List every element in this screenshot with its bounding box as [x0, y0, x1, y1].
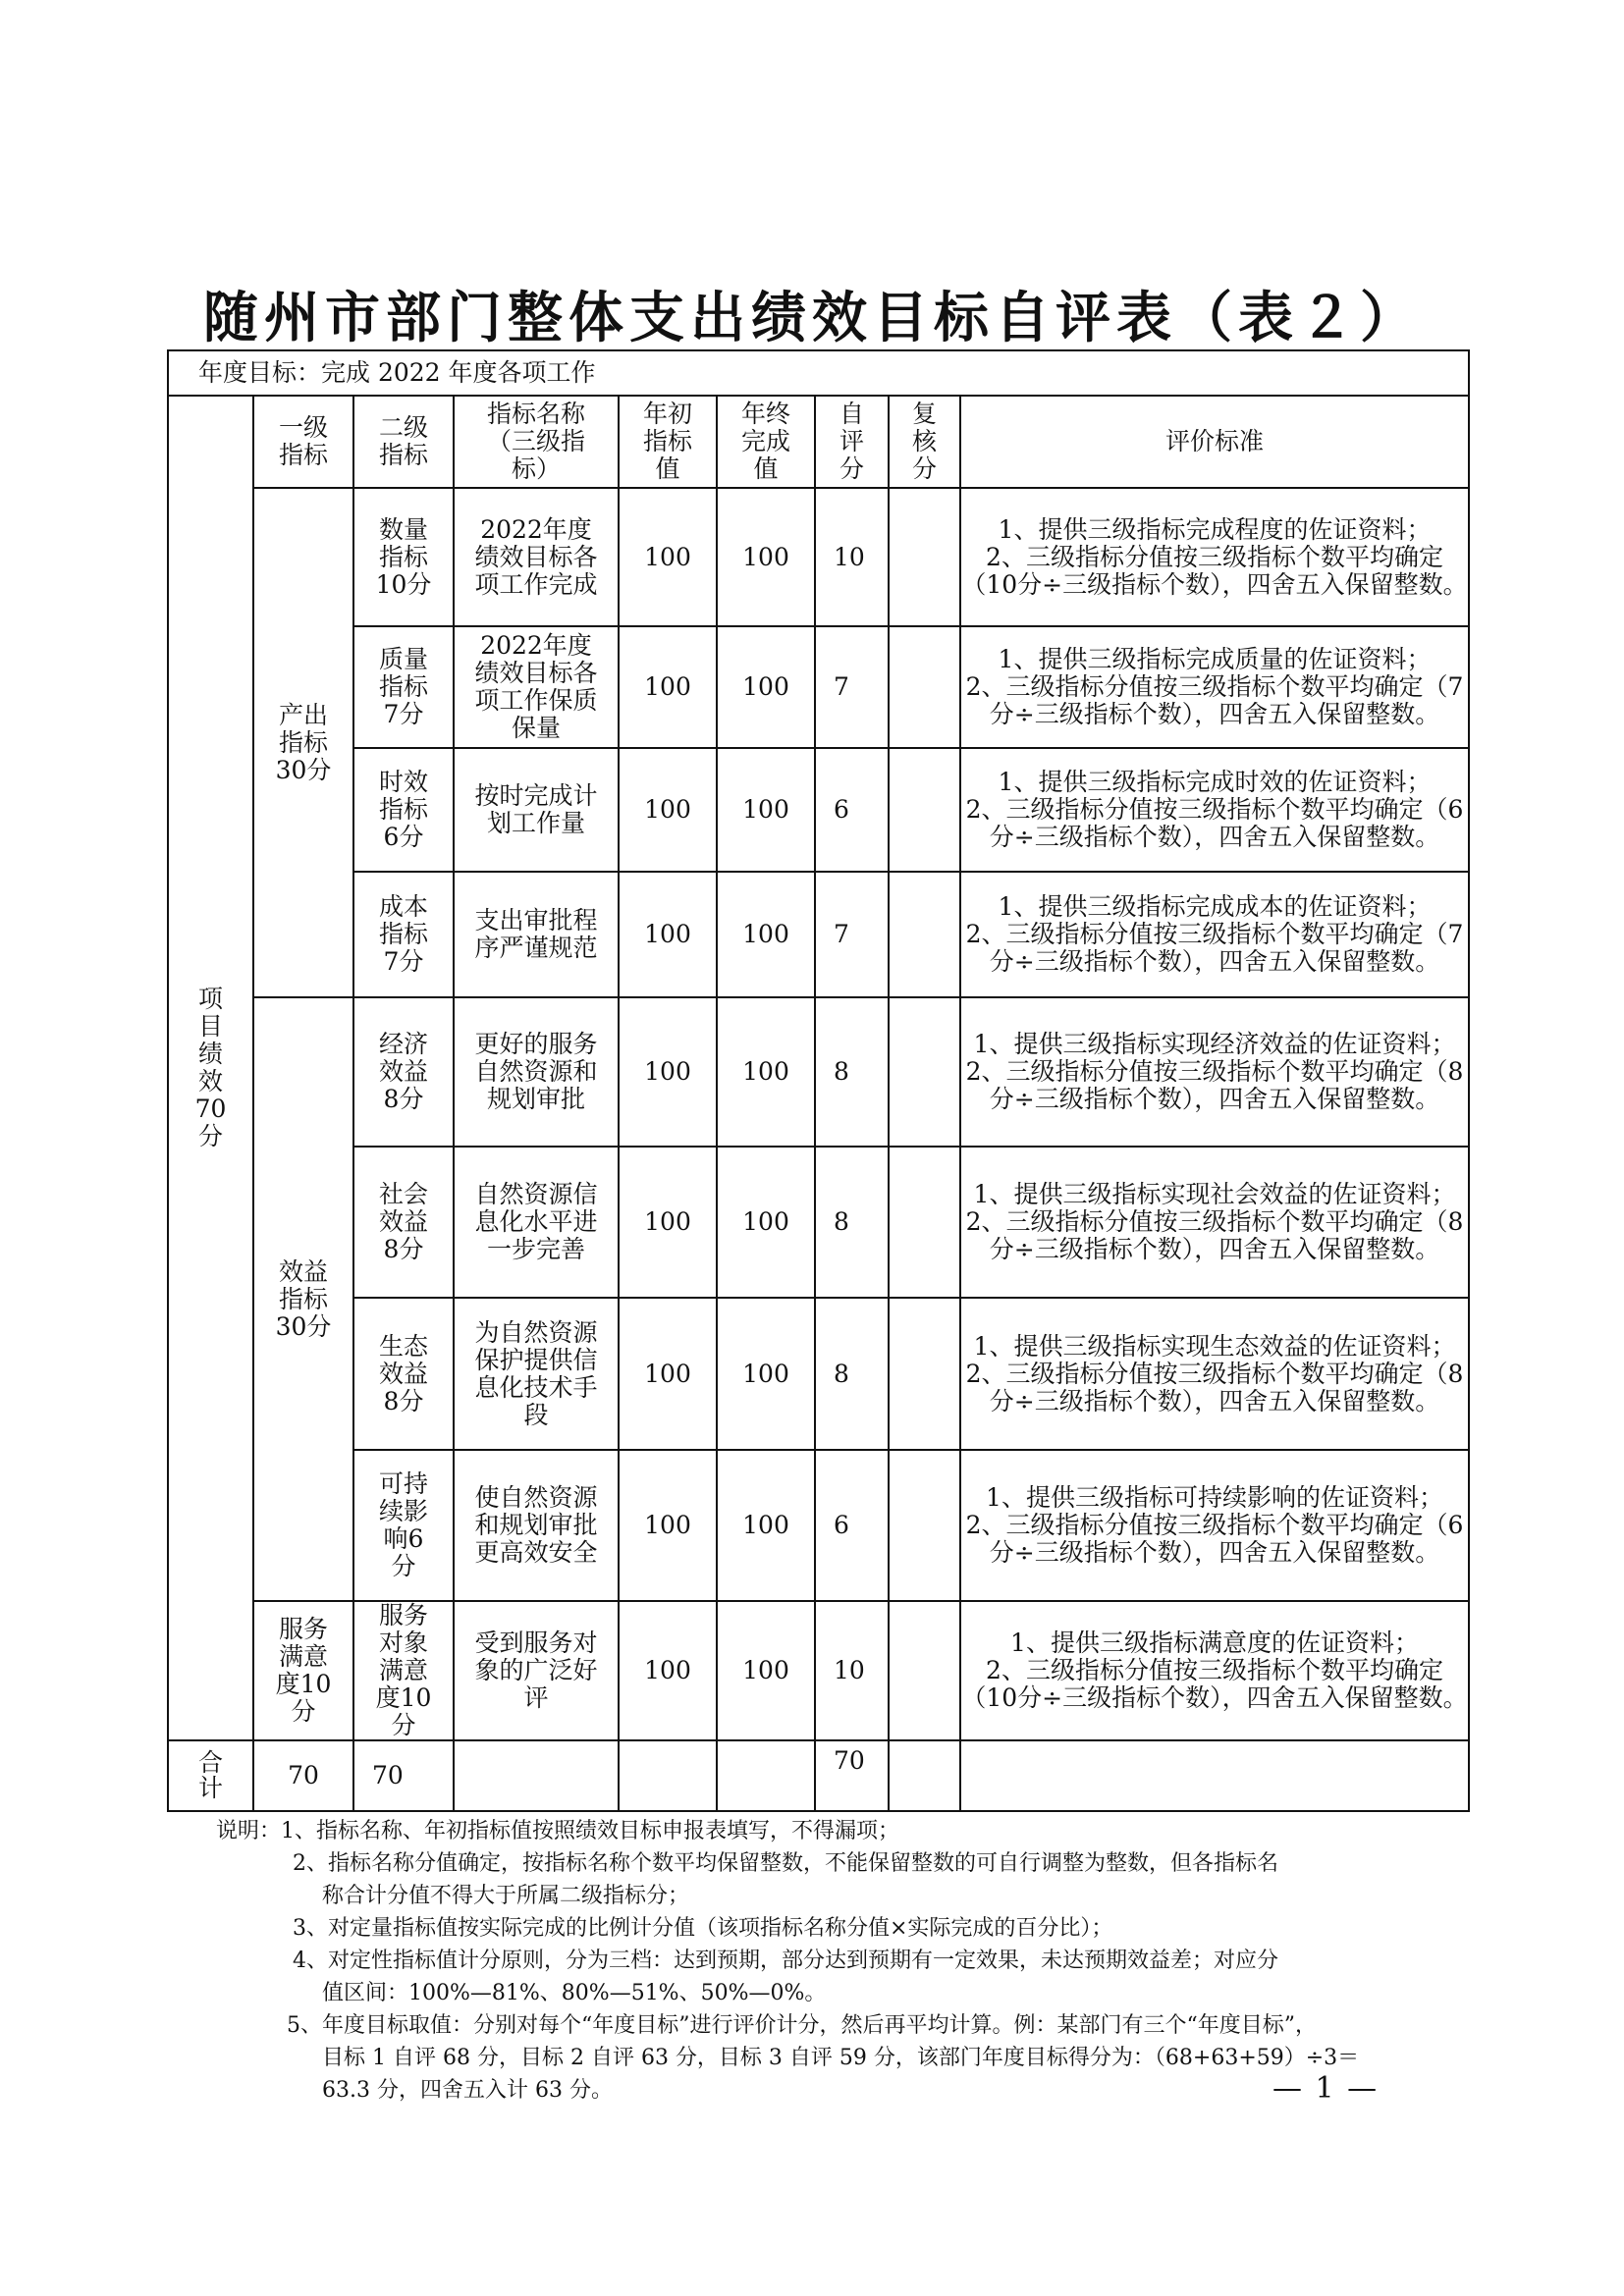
note-line: 目标 1 自评 68 分，目标 2 自评 63 分，目标 3 自评 59 分，该部门年度目标得分为：（68+63+59）÷3＝: [322, 2046, 1360, 2070]
row-initial: 100: [619, 1147, 717, 1298]
row-level2: 可持续影响6分: [353, 1450, 454, 1601]
header-criteria: 评价标准: [960, 396, 1469, 488]
row-initial: 100: [619, 1450, 717, 1601]
total-level1: 70: [253, 1740, 353, 1811]
row-name: 2022年度绩效目标各项工作保质保量: [454, 626, 619, 748]
total-label: 合计: [168, 1740, 253, 1811]
row-initial: 100: [619, 1298, 717, 1450]
row-level2: 服务对象满意度10分: [353, 1601, 454, 1740]
row-review: [889, 872, 960, 997]
row-criteria: 1、提供三级指标完成质量的佐证资料； 2、三级指标分值按三级指标个数平均确定（7分÷三级指标个数），四舍五入保留整数。: [960, 626, 1469, 748]
row-name: 为自然资源保护提供信息化技术手段: [454, 1298, 619, 1450]
row-final: 100: [717, 1147, 815, 1298]
row-criteria: 1、提供三级指标实现生态效益的佐证资料； 2、三级指标分值按三级指标个数平均确定（8分÷三级指标个数），四舍五入保留整数。: [960, 1298, 1469, 1450]
row-initial: 100: [619, 488, 717, 626]
row-level2: 社会效益8分: [353, 1147, 454, 1298]
row-review: [889, 1298, 960, 1450]
row-final: 100: [717, 997, 815, 1147]
row-self: 8: [815, 1298, 889, 1450]
header-initial: 年初指标值: [619, 396, 717, 488]
note-line: 63.3 分，四舍五入计 63 分。: [322, 2078, 613, 2103]
row-final: 100: [717, 626, 815, 748]
row-final: 100: [717, 488, 815, 626]
note-line: 2、指标名称分值确定，按指标名称个数平均保留整数，不能保留整数的可自行调整为整数，但各指标名: [293, 1851, 1279, 1876]
row-level2: 成本指标7分: [353, 872, 454, 997]
row-review: [889, 626, 960, 748]
row-level2: 数量指标10分: [353, 488, 454, 626]
note-line: 称合计分值不得大于所属二级指标分；: [322, 1884, 690, 1908]
total-initial: [619, 1740, 717, 1811]
row-name: 按时完成计划工作量: [454, 748, 619, 872]
header-review: 复核分: [889, 396, 960, 488]
row-final: 100: [717, 1601, 815, 1740]
row-criteria: 1、提供三级指标完成时效的佐证资料； 2、三级指标分值按三级指标个数平均确定（6分÷三级指标个数），四舍五入保留整数。: [960, 748, 1469, 872]
row-criteria: 1、提供三级指标完成成本的佐证资料； 2、三级指标分值按三级指标个数平均确定（7分÷三级指标个数），四舍五入保留整数。: [960, 872, 1469, 997]
row-self: 8: [815, 997, 889, 1147]
row-criteria: 1、提供三级指标满意度的佐证资料； 2、三级指标分值按三级指标个数平均确定（10分÷三级指标个数），四舍五入保留整数。: [960, 1601, 1469, 1740]
row-review: [889, 748, 960, 872]
row-self: 7: [815, 626, 889, 748]
evaluation-table: [167, 349, 1470, 1812]
note-line: 3、对定量指标值按实际完成的比例计分值（该项指标名称分值×实际完成的百分比）；: [293, 1916, 1113, 1941]
header-level1: 一级指标: [253, 396, 353, 488]
row-final: 100: [717, 872, 815, 997]
project-performance-label: 项目绩效70分: [194, 985, 227, 1150]
row-review: [889, 1601, 960, 1740]
row-self: 6: [815, 1450, 889, 1601]
row-criteria: 1、提供三级指标完成程度的佐证资料； 2、三级指标分值按三级指标个数平均确定（10分÷三级指标个数），四舍五入保留整数。: [960, 488, 1469, 626]
row-self: 8: [815, 1147, 889, 1298]
group-benefit: 效益指标30分: [253, 997, 353, 1601]
row-level2: 质量指标7分: [353, 626, 454, 748]
row-review: [889, 1147, 960, 1298]
row-initial: 100: [619, 872, 717, 997]
row-level2: 生态效益8分: [353, 1298, 454, 1450]
row-name: 支出审批程序严谨规范: [454, 872, 619, 997]
total-final: [717, 1740, 815, 1811]
row-level2: 时效指标6分: [353, 748, 454, 872]
row-name: 受到服务对象的广泛好评: [454, 1601, 619, 1740]
row-self: 10: [815, 1601, 889, 1740]
note-line: 说明：1、指标名称、年初指标值按照绩效目标申报表填写，不得漏项；: [216, 1819, 899, 1843]
header-level2: 二级指标: [353, 396, 454, 488]
row-self: 10: [815, 488, 889, 626]
row-self: 7: [815, 872, 889, 997]
page-number: — 1 —: [1272, 2071, 1380, 2106]
row-final: 100: [717, 748, 815, 872]
total-criteria: [960, 1740, 1469, 1811]
note-line: 4、对定性指标值计分原则，分为三档：达到预期，部分达到预期有一定效果，未达预期效益差；对应分: [293, 1949, 1279, 1973]
header-final: 年终完成值: [717, 396, 815, 488]
note-line: 5、年度目标取值：分别对每个“年度目标”进行评价计分，然后再平均计算。例：某部门有三个“年度目标”，: [287, 2013, 1317, 2038]
row-final: 100: [717, 1450, 815, 1601]
total-level2: 70: [353, 1740, 454, 1811]
row-name: 2022年度绩效目标各项工作完成: [454, 488, 619, 626]
row-review: [889, 488, 960, 626]
row-self: 6: [815, 748, 889, 872]
header-name: 指标名称（三级指标）: [454, 396, 619, 488]
row-initial: 100: [619, 997, 717, 1147]
annual-goal: 年度目标：完成 2022 年度各项工作: [168, 350, 1469, 396]
row-criteria: 1、提供三级指标可持续影响的佐证资料； 2、三级指标分值按三级指标个数平均确定（6分÷三级指标个数），四舍五入保留整数。: [960, 1450, 1469, 1601]
group-satisfaction: 服务满意度10分: [253, 1601, 353, 1740]
row-name: 使自然资源和规划审批更高效安全: [454, 1450, 619, 1601]
project-performance-cell: [168, 396, 253, 1740]
row-initial: 100: [619, 748, 717, 872]
total-self: 70: [815, 1740, 889, 1811]
group-output: 产出指标30分: [253, 488, 353, 997]
row-review: [889, 1450, 960, 1601]
row-name: 更好的服务自然资源和规划审批: [454, 997, 619, 1147]
note-line: 值区间：100%—81%、80%—51%、50%—0%。: [322, 1981, 827, 2005]
row-criteria: 1、提供三级指标实现经济效益的佐证资料； 2、三级指标分值按三级指标个数平均确定（8分÷三级指标个数），四舍五入保留整数。: [960, 997, 1469, 1147]
page-title: 随州市部门整体支出绩效目标自评表（表２）: [203, 287, 1421, 350]
total-name: [454, 1740, 619, 1811]
row-name: 自然资源信息化水平进一步完善: [454, 1147, 619, 1298]
row-review: [889, 997, 960, 1147]
total-review: [889, 1740, 960, 1811]
row-initial: 100: [619, 1601, 717, 1740]
row-initial: 100: [619, 626, 717, 748]
notes: [216, 1815, 1483, 2107]
row-criteria: 1、提供三级指标实现社会效益的佐证资料； 2、三级指标分值按三级指标个数平均确定（8分÷三级指标个数），四舍五入保留整数。: [960, 1147, 1469, 1298]
header-self: 自评分: [815, 396, 889, 488]
row-level2: 经济效益8分: [353, 997, 454, 1147]
row-final: 100: [717, 1298, 815, 1450]
